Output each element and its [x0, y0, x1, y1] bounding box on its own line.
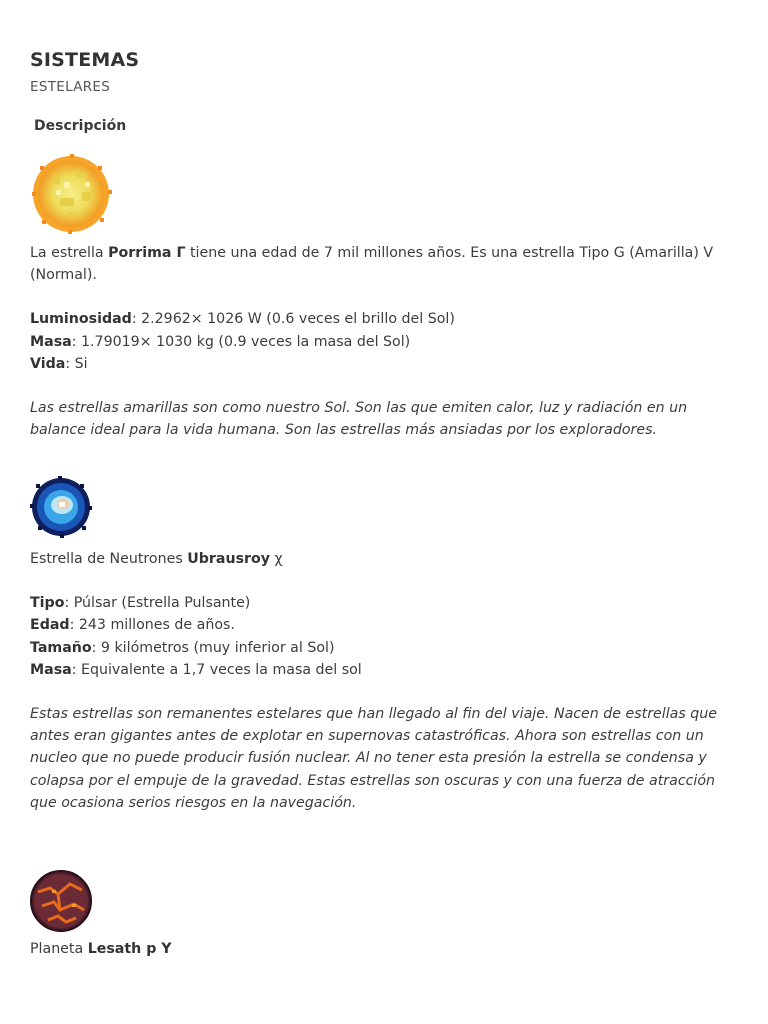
neutron-star-icon — [30, 476, 92, 538]
planet-block-lesath — [30, 870, 730, 960]
star-description: Las estrellas amarillas son como nuestro Sol. Son las que emiten calor, luz y radiación en un balance ideal para la vida humana. Son las estrellas más ansiadas por los exploradores. — [30, 400, 688, 439]
prop-value: : Si — [65, 355, 88, 372]
prop-label: Tamaño — [30, 639, 92, 656]
planet-intro-prefix: Planeta — [30, 941, 88, 957]
star-prop-life — [30, 353, 730, 375]
star-intro-suffix: tiene una edad de 7 mil millones años. Es una estrella Tipo G (Amarilla) V (Normal). — [30, 245, 714, 284]
star-block-porrima — [30, 154, 730, 441]
star-intro — [30, 548, 730, 570]
prop-value: : Púlsar (Estrella Pulsante) — [64, 595, 251, 612]
star-prop-size — [30, 637, 730, 659]
prop-value: : 1.79019× 1030 kg (0.9 veces la masa del Sol) — [71, 333, 411, 350]
content — [30, 48, 730, 136]
star-prop-age — [30, 614, 730, 636]
prop-label: Tipo — [30, 595, 65, 612]
planet-name: Lesath p Y — [87, 941, 172, 957]
prop-value: : Equivalente a 1,7 veces la masa del sol — [71, 661, 362, 678]
star-block-ubrausroy — [30, 476, 730, 814]
prop-label: Vida — [30, 355, 66, 372]
section-description-label: Descripción — [34, 118, 127, 134]
prop-label: Luminosidad — [30, 311, 132, 328]
page-title: SISTEMAS — [30, 49, 140, 71]
star-intro — [30, 242, 730, 286]
star-description: Estas estrellas son remanentes estelares que han llegado al fin del viaje. Nacen de estrellas que antes eran gigantes antes de explotar en supernovas catastróficas. Ahora son estrellas con un nucleo que no puede producir fusión nuclear. Al no tener esta presión la estrella se condensa y colapsa por el empuje de la gravedad. Estas estrellas son oscuras y con una fuerza de atracción que ocasiona serios riesgos en la navegación. — [30, 706, 717, 811]
prop-value: : 243 millones de años. — [69, 617, 235, 634]
prop-value: : 9 kilómetros (muy inferior al Sol) — [91, 639, 335, 656]
page-subtitle: ESTELARES — [30, 79, 111, 95]
prop-label: Masa — [30, 333, 72, 350]
star-name: Porrima Γ — [108, 245, 186, 261]
star-prop-mass — [30, 659, 730, 681]
prop-label: Edad — [30, 617, 70, 634]
planet-intro — [30, 938, 730, 960]
yellow-star-icon — [30, 154, 114, 234]
star-prop-mass — [30, 331, 730, 353]
star-name: Ubrausroy — [187, 551, 271, 567]
star-name-suffix: χ — [270, 551, 283, 567]
lava-planet-icon — [30, 870, 92, 932]
star-intro-prefix: Estrella de Neutrones — [30, 551, 188, 567]
star-prop-luminosity — [30, 308, 730, 330]
prop-label: Masa — [30, 661, 72, 678]
prop-value: : 2.2962× 1026 W (0.6 veces el brillo del Sol) — [131, 311, 455, 328]
star-prop-type — [30, 592, 730, 614]
star-intro-prefix: La estrella — [30, 245, 109, 261]
